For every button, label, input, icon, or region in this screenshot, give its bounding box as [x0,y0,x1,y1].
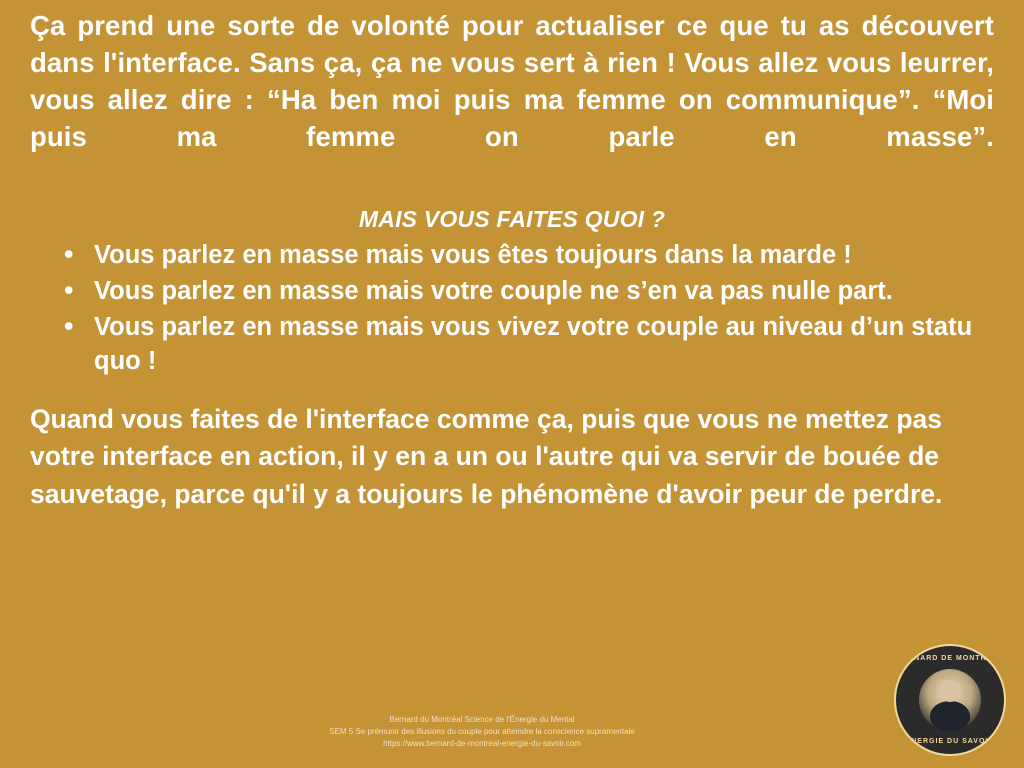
intro-paragraph: Ça prend une sorte de volonté pour actualiser ce que tu as découvert dans l'interface. Sans ça, ça ne vous sert à rien ! Vous allez vous leurrer, vous allez dire : “Ha ben moi puis ma femme on communique”. “Moi puis ma femme on parle en masse”. [30,10,994,152]
logo-ring-top-text: BERNARD DE MONTRÉAL [896,655,1004,662]
logo-ring-bottom-text: ÉNERGIE DU SAVOIR [905,738,995,745]
list-item: • Vous parlez en masse mais vous êtes toujours dans la marde ! [60,239,994,273]
footer-line-3: https://www.bernard-de-montreal-energie-du-savoir.com [383,739,581,748]
footer-credits [0,714,1024,750]
brand-logo [894,644,1006,756]
footer-line-2: SEM 5 Se prémunir des illusions du couple pour atteindre la conscience supramentale [329,727,635,736]
bullet-list [30,239,994,379]
portrait-icon [919,669,981,731]
list-item: • Vous parlez en masse mais vous vivez votre couple au niveau d’un statu quo ! [60,311,994,379]
list-item: • Vous parlez en masse mais votre couple ne s’en va pas nulle part. [60,275,994,309]
closing-paragraph: Quand vous faites de l'interface comme ça, puis que vous ne mettez pas votre interface en action, il y en a un ou l'autre qui va servir de bouée de sauvetage, parce qu'il y a toujours le phénomène d'avoir peur de perdre. [30,403,943,510]
footer-line-1: Bernard du Montréal Science de l'Énergie du Mental [389,715,575,724]
section-heading: MAIS VOUS FAITES QUOI ? [358,206,666,233]
